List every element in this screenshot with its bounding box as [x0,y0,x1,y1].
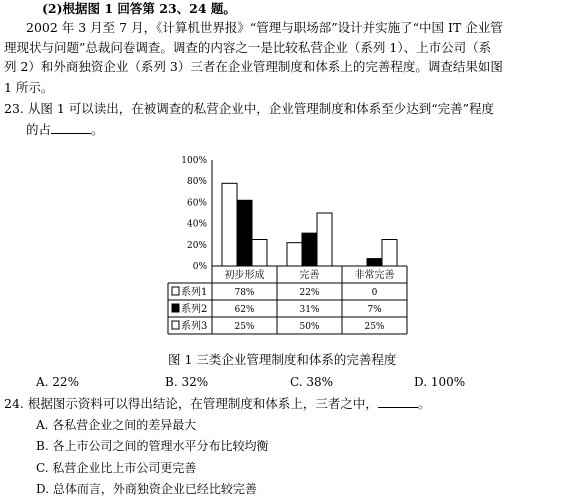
data-label: 22% [299,288,320,298]
q23-prefix: 的占 [26,122,52,137]
data-label: 7% [367,305,382,315]
q23-line-1: 23. 从图 1 可以读出，在被调查的私营企业中，企业管理制度和体系至少达到“完善”程度 [4,101,495,116]
data-label: 62% [234,305,255,315]
bar-series [222,183,397,266]
y-tick-label: 80% [186,177,207,188]
data-label: 25% [364,322,385,332]
q24-option-a[interactable]: A. 各私营企业之间的差异最大 [36,418,197,432]
bar [302,233,317,266]
q23-option-a[interactable]: A. 22% [36,375,79,389]
q24-line-1 [4,395,430,413]
q24-suffix: 。 [417,396,431,411]
intro-line-2: 理现状与问题”总裁问卷调查。调查的内容之一是比较私营企业（系列 1）、上市公司（系 [4,40,492,55]
q24-option-d[interactable]: D. 总体而言，外商独资企业已经比较完善 [36,482,257,496]
chart-caption: 图 1 三类企业管理制度和体系的完善程度 [168,352,397,367]
q23-option-c[interactable]: C. 38% [290,375,334,389]
legend-label: 系列3 [181,321,208,332]
category-label: 完善 [299,270,320,281]
q23-option-d[interactable]: D. 100% [414,375,466,389]
intro-line-3: 列 2）和外商独资企业（系列 3）三者在企业管理制度和体系上的完善程度。调查结果如图 [4,59,503,74]
data-label: 50% [299,322,320,332]
bar [237,200,252,266]
category-label: 初步形成 [224,270,265,281]
q24-prefix: 24. 根据图示资料可以得出结论，在管理制度和体系上，三者之中， [4,396,378,411]
data-label: 31% [299,305,320,315]
intro-line-4: 1 所示。 [4,80,54,95]
q24-answer-blank [378,395,418,408]
data-table [168,266,407,334]
bar [382,240,397,267]
data-label: 25% [234,322,255,332]
legend-swatch [172,304,179,312]
data-label: 78% [234,288,255,298]
bar [367,259,382,266]
intro-line-1: 2002 年 3 月至 7 月，《计算机世界报》“管理与职场部”设计并实施了“中国 IT 企业管 [26,20,503,35]
bar [317,213,332,266]
legend-label: 系列1 [181,287,208,298]
q24-option-c[interactable]: C. 私营企业比上市公司更完善 [36,461,197,475]
y-tick-label: 40% [186,219,207,230]
category-label: 非常完善 [354,270,395,281]
data-label: 0 [371,288,378,298]
bar [252,240,267,267]
q24-option-b[interactable]: B. 各上市公司之间的管理水平分布比较均衡 [36,439,269,453]
legend-swatch [172,321,179,329]
section-header: (2)根据图 1 回答第 23、24 题。 [42,1,236,16]
q23-suffix: 。 [91,122,104,137]
y-tick-label: 60% [186,198,207,209]
y-axis-ticks [181,156,207,272]
y-tick-label: 0% [192,262,207,272]
q23-option-b[interactable]: B. 32% [165,375,209,389]
legend-swatch [172,287,179,295]
y-tick-label: 100% [181,156,207,166]
legend-label: 系列2 [181,304,208,315]
bar [222,183,237,266]
y-tick-label: 20% [186,240,207,251]
bar [287,243,302,266]
